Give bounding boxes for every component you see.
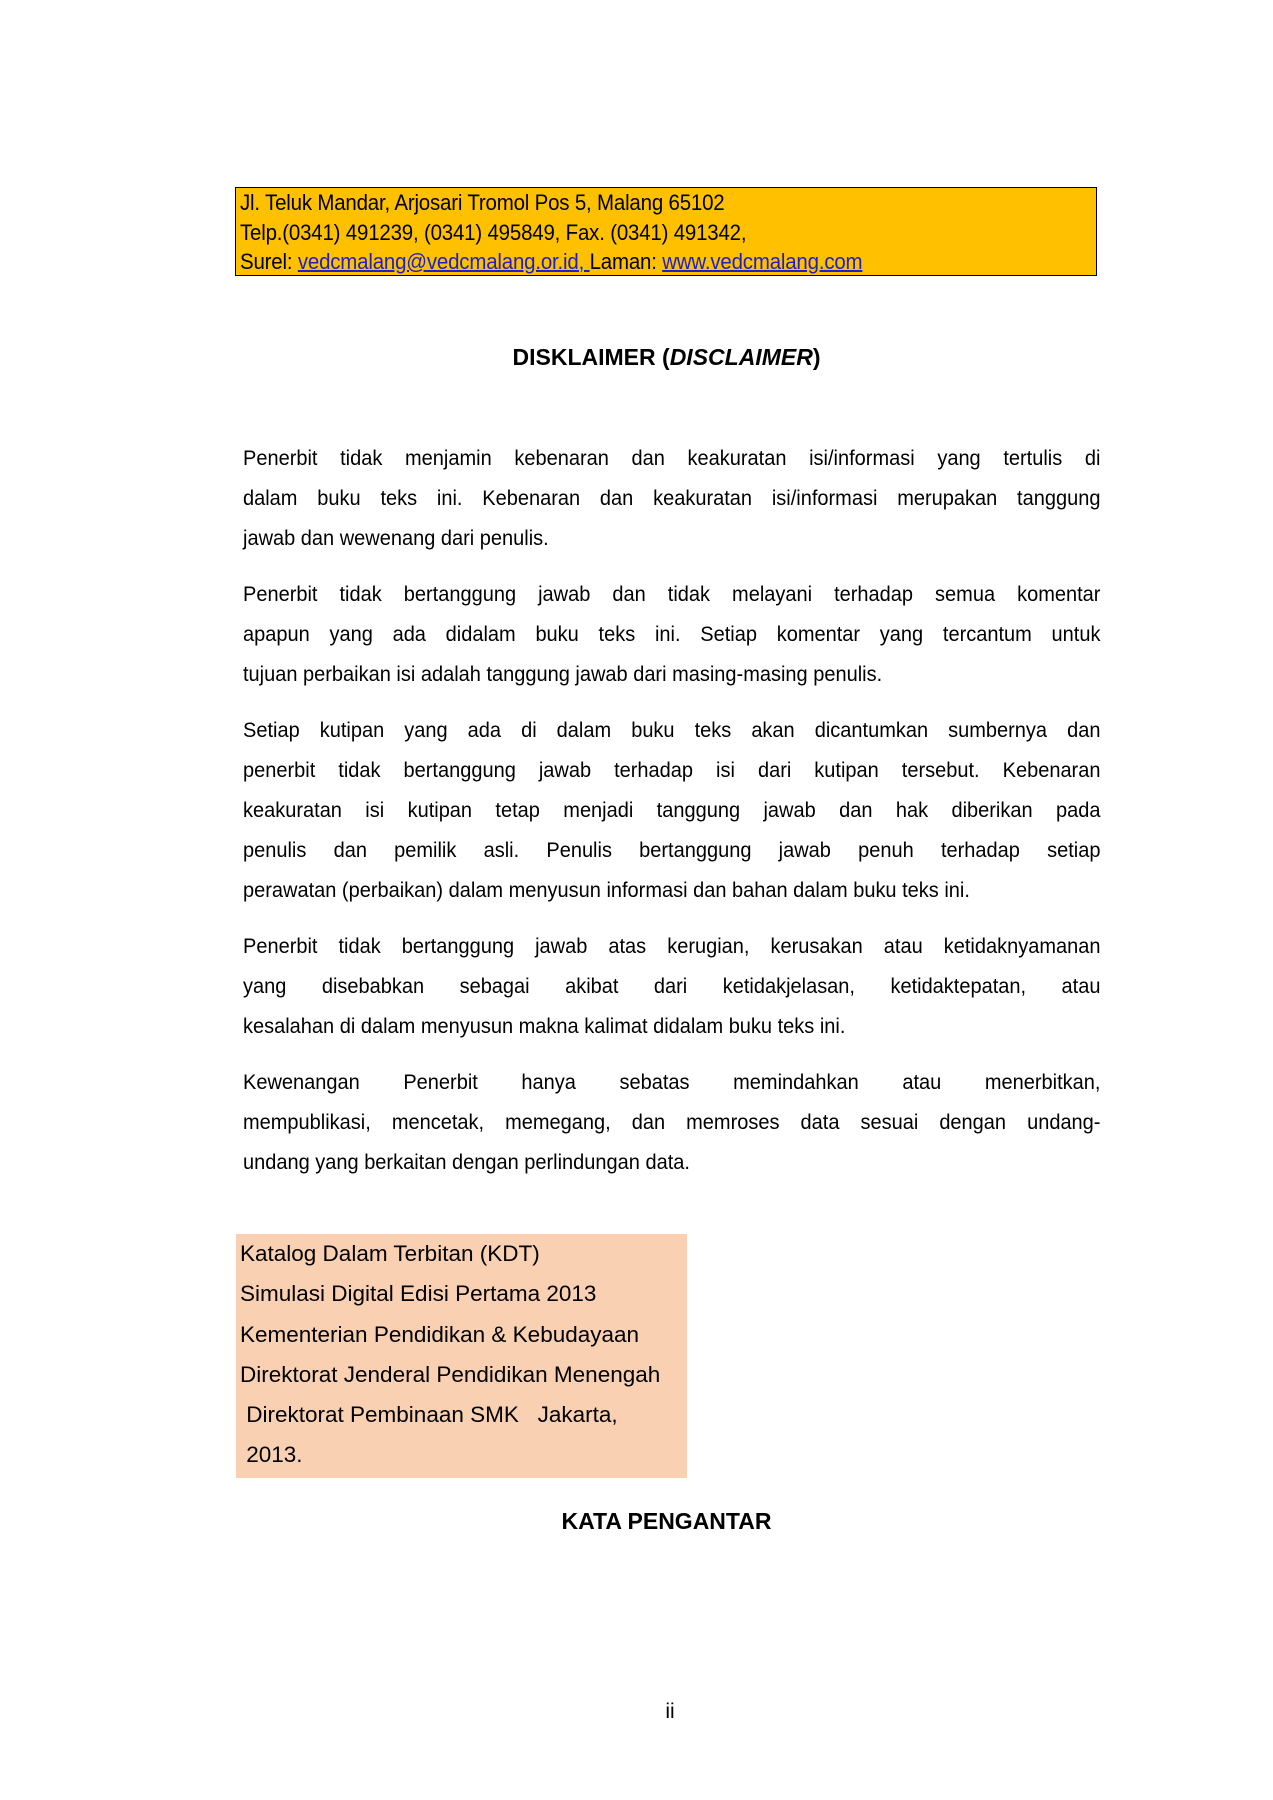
paragraph-line: dalam buku teks ini. Kebenaran dan keakuratan isi/informasi merupakan tanggung bbox=[243, 486, 1101, 510]
paragraph bbox=[243, 710, 1101, 910]
paragraph-line: apapun yang ada didalam buku teks ini. Setiap komentar yang tercantum untuk bbox=[243, 622, 1101, 646]
page-number: ii bbox=[665, 1700, 675, 1723]
title-italic: DISCLAIMER bbox=[669, 344, 813, 370]
paragraph-line: yang disebabkan sebagai akibat dari ketidakjelasan, ketidaktepatan, atau bbox=[243, 974, 1101, 998]
email-link[interactable]: vedcmalang@vedcmalang.or.id, bbox=[297, 249, 590, 274]
kdt-line: Direktorat Pembinaan SMK Jakarta, bbox=[240, 1402, 618, 1428]
disclaimer-title bbox=[0, 343, 1273, 371]
paragraph-line: Kewenangan Penerbit hanya sebatas memindahkan atau menerbitkan, bbox=[243, 1070, 1101, 1094]
paragraph bbox=[243, 574, 1101, 694]
paragraph-line: undang yang berkaitan dengan perlindungan data. bbox=[243, 1150, 690, 1174]
paragraph-line: Setiap kutipan yang ada di dalam buku teks akan dicantumkan sumbernya dan bbox=[243, 718, 1101, 742]
paragraph bbox=[243, 1062, 1101, 1182]
paragraph-line: Penerbit tidak bertanggung jawab dan tidak melayani terhadap semua komentar bbox=[243, 582, 1101, 606]
paragraph-line: mempublikasi, mencetak, memegang, dan memroses data sesuai dengan undang- bbox=[243, 1110, 1101, 1134]
publisher-address-box bbox=[235, 187, 1097, 276]
website-link[interactable]: www.vedcmalang.com bbox=[662, 249, 863, 274]
disclaimer-body bbox=[243, 438, 1101, 1198]
paragraph-line: Penerbit tidak bertanggung jawab atas kerugian, kerusakan atau ketidaknyamanan bbox=[243, 934, 1101, 958]
kdt-line: Katalog Dalam Terbitan (KDT) bbox=[240, 1241, 540, 1266]
title-close: ) bbox=[812, 344, 821, 370]
paragraph-line: penerbit tidak bertanggung jawab terhadap isi dari kutipan tersebut. Kebenaran bbox=[243, 758, 1101, 782]
catalog-kdt-box bbox=[236, 1234, 687, 1478]
address-line: Jl. Teluk Mandar, Arjosari Tromol Pos 5, Malang 65102 bbox=[240, 190, 725, 215]
kata-pengantar-heading: KATA PENGANTAR bbox=[561, 1508, 772, 1534]
paragraph bbox=[243, 438, 1101, 558]
contact-line bbox=[240, 247, 1036, 277]
paragraph-line: keakuratan isi kutipan tetap menjadi tanggung jawab dan hak diberikan pada bbox=[243, 798, 1101, 822]
kdt-line: Simulasi Digital Edisi Pertama 2013 bbox=[240, 1281, 597, 1307]
paragraph-line: jawab dan wewenang dari penulis. bbox=[243, 526, 549, 550]
email-label: Surel: bbox=[240, 249, 298, 274]
paragraph-line: kesalahan di dalam menyusun makna kalimat didalam buku teks ini. bbox=[243, 1014, 846, 1038]
paragraph bbox=[243, 926, 1101, 1046]
paragraph-line: perawatan (perbaikan) dalam menyusun informasi dan bahan dalam buku teks ini. bbox=[243, 878, 970, 902]
website-label: Laman: bbox=[589, 249, 663, 274]
paragraph-line: penulis dan pemilik asli. Penulis bertanggung jawab penuh terhadap setiap bbox=[243, 838, 1101, 862]
phone-fax-line: Telp.(0341) 491239, (0341) 495849, Fax. (0341) 491342, bbox=[240, 219, 747, 245]
kdt-line: 2013. bbox=[240, 1442, 303, 1468]
paragraph-line: Penerbit tidak menjamin kebenaran dan keakuratan isi/informasi yang tertulis di bbox=[243, 446, 1101, 470]
kdt-line: Direktorat Jenderal Pendidikan Menengah bbox=[240, 1361, 661, 1387]
title-main: DISKLAIMER ( bbox=[512, 344, 670, 370]
paragraph-line: tujuan perbaikan isi adalah tanggung jawab dari masing-masing penulis. bbox=[243, 662, 883, 686]
kdt-line: Kementerian Pendidikan & Kebudayaan bbox=[240, 1321, 640, 1347]
